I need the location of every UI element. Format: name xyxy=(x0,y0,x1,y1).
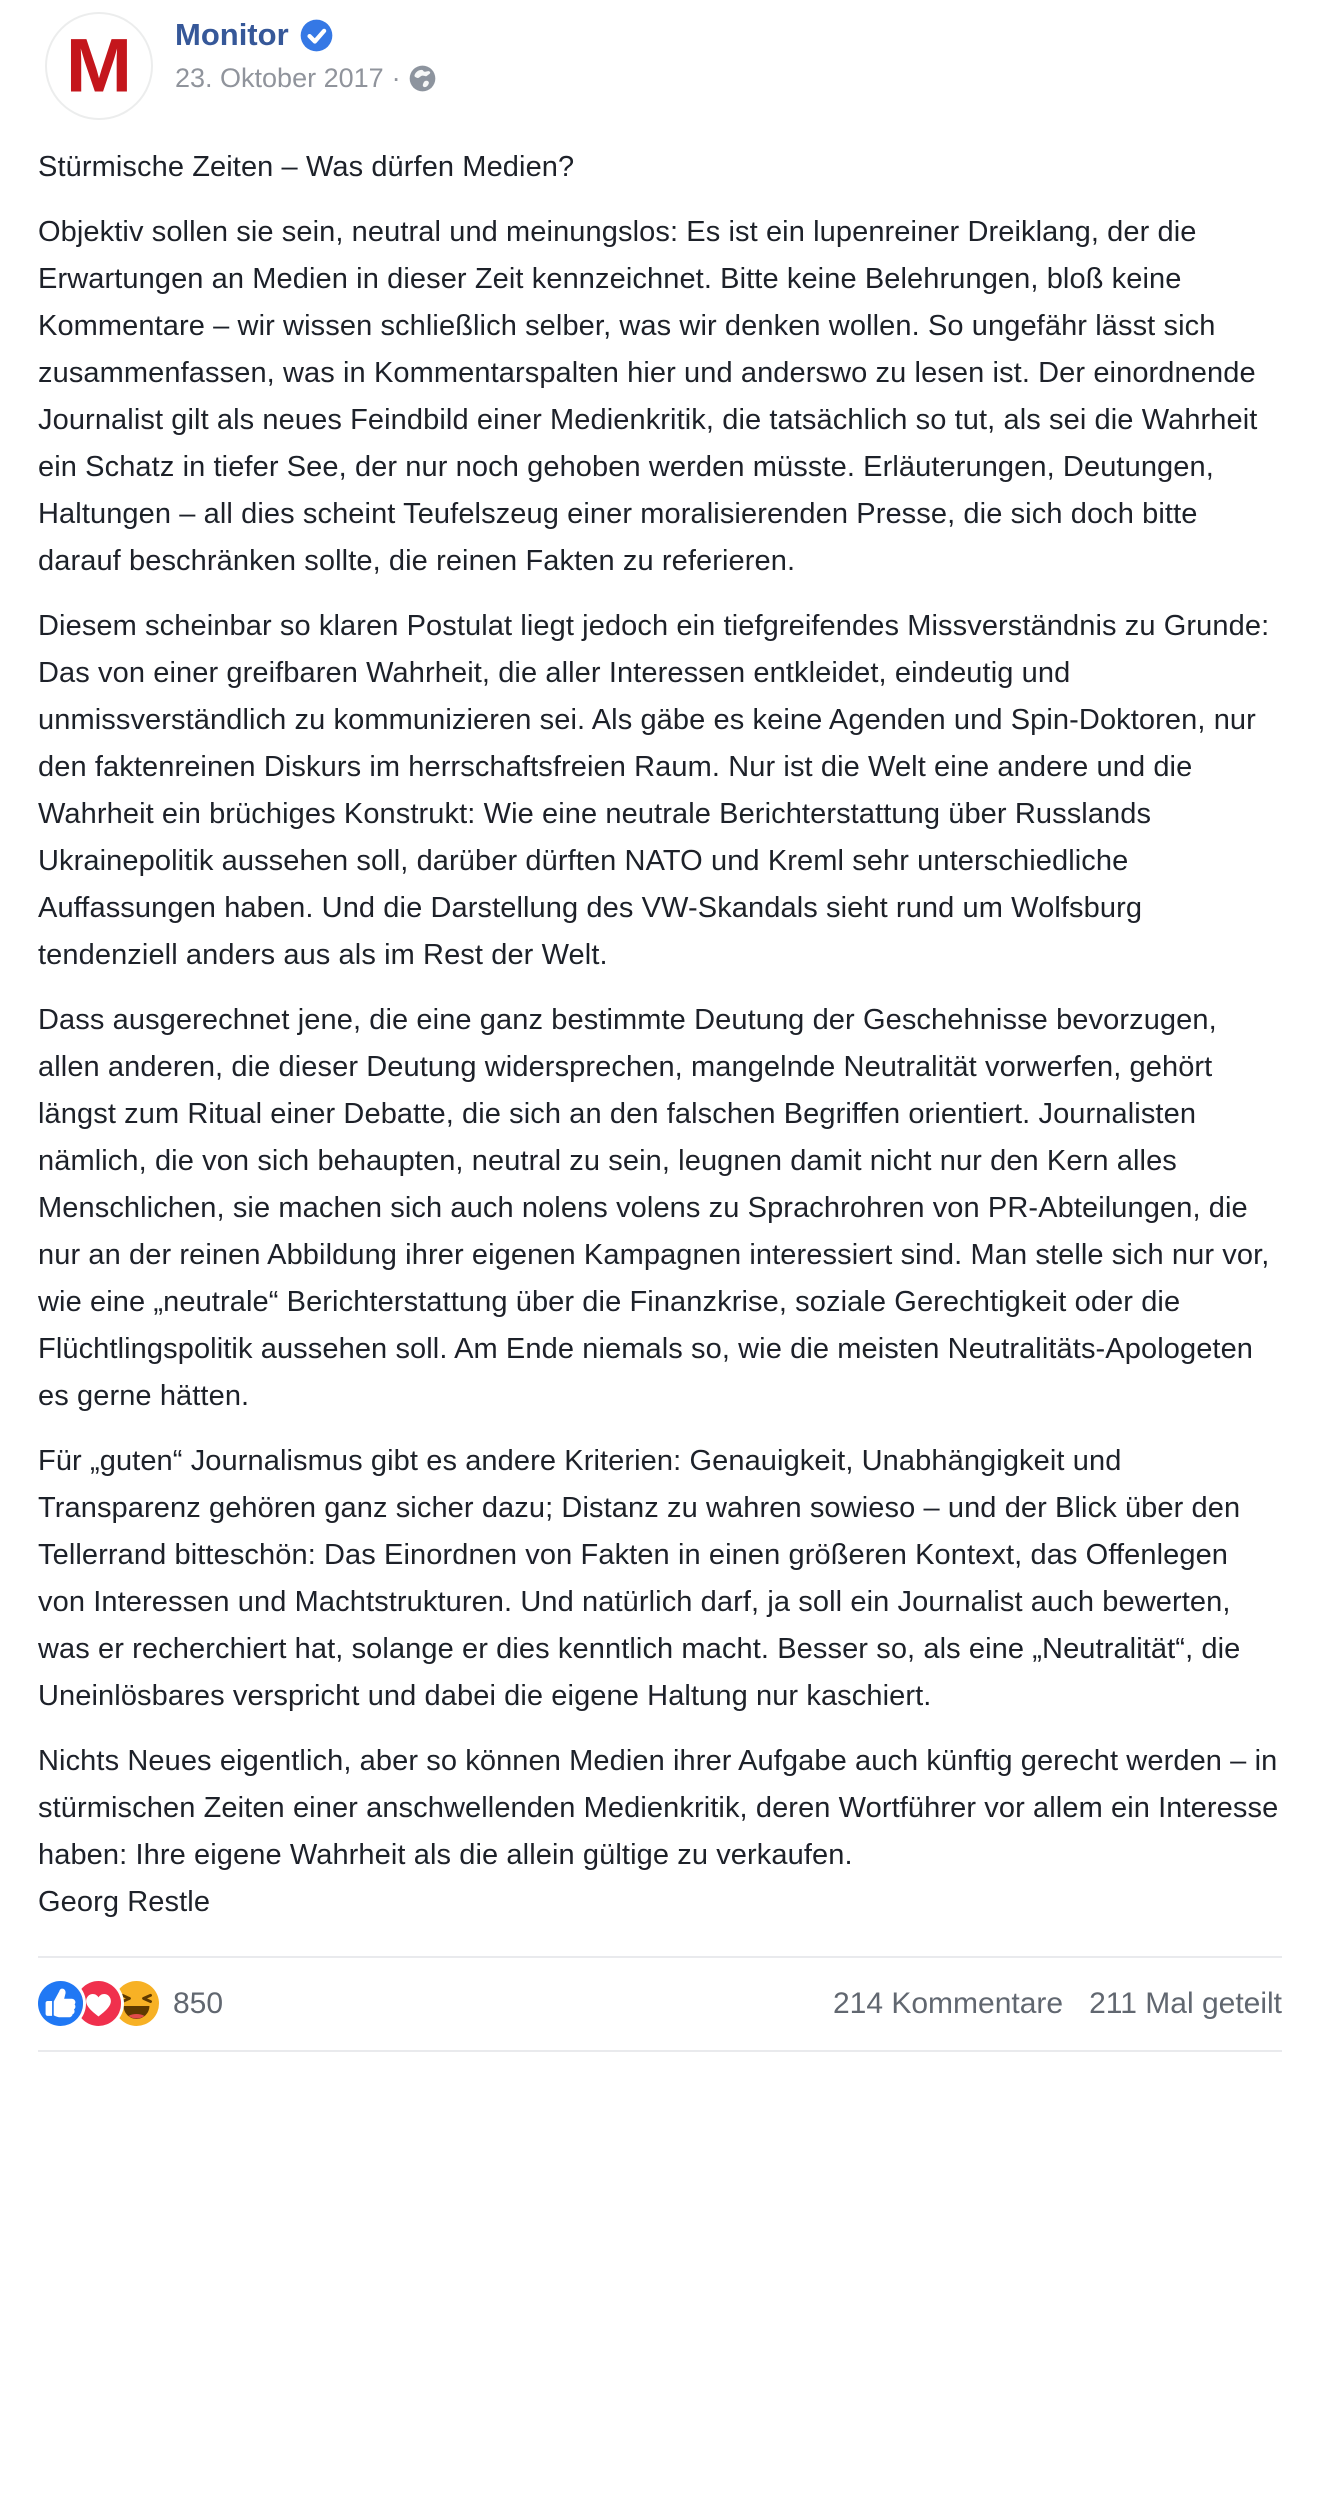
bottom-spacer xyxy=(0,2052,1320,2060)
comments-count-link[interactable]: 214 Kommentare xyxy=(832,1986,1064,2020)
post-paragraph: Diesem scheinbar so klaren Postulat liegt jedoch ein tiefgreifendes Missverständnis zu Grunde: Das von einer greifbaren Wahrheit, die aller Interessen entkleidet, eindeutig und unmissverständlich zu kommunizieren sei. Als gäbe es keine Agenden und Spin-Doktoren, nur den faktenreinen Diskurs im herrschaftsfreien Raum. Nur ist die Welt eine andere und die Wahrheit ein brüchiges Konstrukt: Wie eine neutrale Berichterstattung über Russlands Ukrainepolitik aussehen soll, darüber dürften NATO und Kreml sehr unterschiedliche Auffassungen haben. Und die Darstellung des VW-Skandals sieht rund um Wolfsburg tendenziell anders aus als im Rest der Welt. xyxy=(38,610,1270,971)
post-meta-row xyxy=(175,63,436,94)
footer-meta xyxy=(833,1987,1282,2021)
page-name-link[interactable]: Monitor xyxy=(175,17,289,52)
date-separator: · xyxy=(391,63,401,94)
page-name-row xyxy=(175,18,436,52)
reaction-count[interactable]: 850 xyxy=(173,1986,224,2020)
post-title: Stürmische Zeiten – Was dürfen Medien? xyxy=(38,151,575,183)
header-text-block xyxy=(175,12,436,94)
post-body xyxy=(0,120,1320,1926)
post-paragraph: Für „guten“ Journalismus gibt es andere Kriterien: Genauigkeit, Unabhängigkeit und Transparenz gehören ganz sicher dazu; Distanz zu wahren sowieso – und der Blick über den Tellerrand bitteschön: Das Einordnen von Fakten in einen größeren Kontext, das Offenlegen von Interessen und Machtstrukturen. Und natürlich darf, ja soll ein Journalist auch bewerten, was er recherchiert hat, solange er dies kenntlich macht. Besser so, als eine „Neutralität“, die Uneinlösbares verspricht und dabei die eigene Haltung nur kaschiert. xyxy=(38,1445,1241,1712)
verified-badge-icon xyxy=(300,19,333,52)
post-date-link[interactable]: 23. Oktober 2017 xyxy=(175,63,384,94)
post-paragraph: Objektiv sollen sie sein, neutral und meinungslos: Es ist ein lupenreiner Dreiklang, der die Erwartungen an Medien in dieser Zeit kennzeichnet. Bitte keine Belehrungen, bloß keine Kommentare – wir wissen schließlich selber, was wir denken wollen. So ungefähr lässt sich zusammenfassen, was in Kommentarspalten hier und anderswo zu lesen ist. Der einordnende Journalist gilt als neues Feindbild einer Medienkritik, die tatsächlich so tut, als sei die Wahrheit ein Schatz in tiefer See, der nur noch gehoben werden müsste. Erläuterungen, Deutungen, Haltungen – all dies scheint Teufelszeug einer moralisierenden Presse, die sich doch bitte darauf beschränken sollte, die reinen Fakten zu referieren. xyxy=(38,216,1258,577)
like-reaction-icon[interactable] xyxy=(38,1981,83,2026)
page-avatar[interactable] xyxy=(45,12,153,120)
post-paragraphs xyxy=(38,209,1282,1879)
post-paragraph: Nichts Neues eigentlich, aber so können Medien ihrer Aufgabe auch künftig gerecht werden – in stürmischen Zeiten einer anschwellenden Medienkritik, deren Wortführer vor allem ein Interesse haben: Ihre eigene Wahrheit als die allein gültige zu verkaufen. xyxy=(38,1745,1279,1871)
post-signature: Georg Restle xyxy=(38,1886,211,1918)
shares-count-link[interactable]: 211 Mal geteilt xyxy=(1089,1986,1282,2020)
monitor-logo-m: M xyxy=(65,23,133,108)
post-footer xyxy=(38,1956,1282,2052)
post-paragraph: Dass ausgerechnet jene, die eine ganz bestimmte Deutung der Geschehnisse bevorzugen, allen anderen, die dieser Deutung widersprechen, mangelnde Neutralität vorwerfen, gehört längst zum Ritual einer Debatte, die sich an den falschen Begriffen orientiert. Journalisten nämlich, die von sich behaupten, neutral zu sein, leugnen damit nicht nur den Kern alles Menschlichen, sie machen sich auch nolens volens zu Sprachrohren von PR-Abteilungen, die nur an der reinen Abbildung ihrer eigenen Kampagnen interessiert sind. Man stelle sich nur vor, wie eine „neutrale“ Berichterstattung über die Finanzkrise, soziale Gerechtigkeit oder die Flüchtlingspolitik aussehen soll. Am Ende niemals so, wie die meisten Neutralitäts-Apologeten es gerne hätten. xyxy=(38,1004,1270,1412)
post-header xyxy=(0,0,1320,120)
public-globe-icon xyxy=(409,65,436,92)
reactions-summary[interactable] xyxy=(38,1981,223,2026)
